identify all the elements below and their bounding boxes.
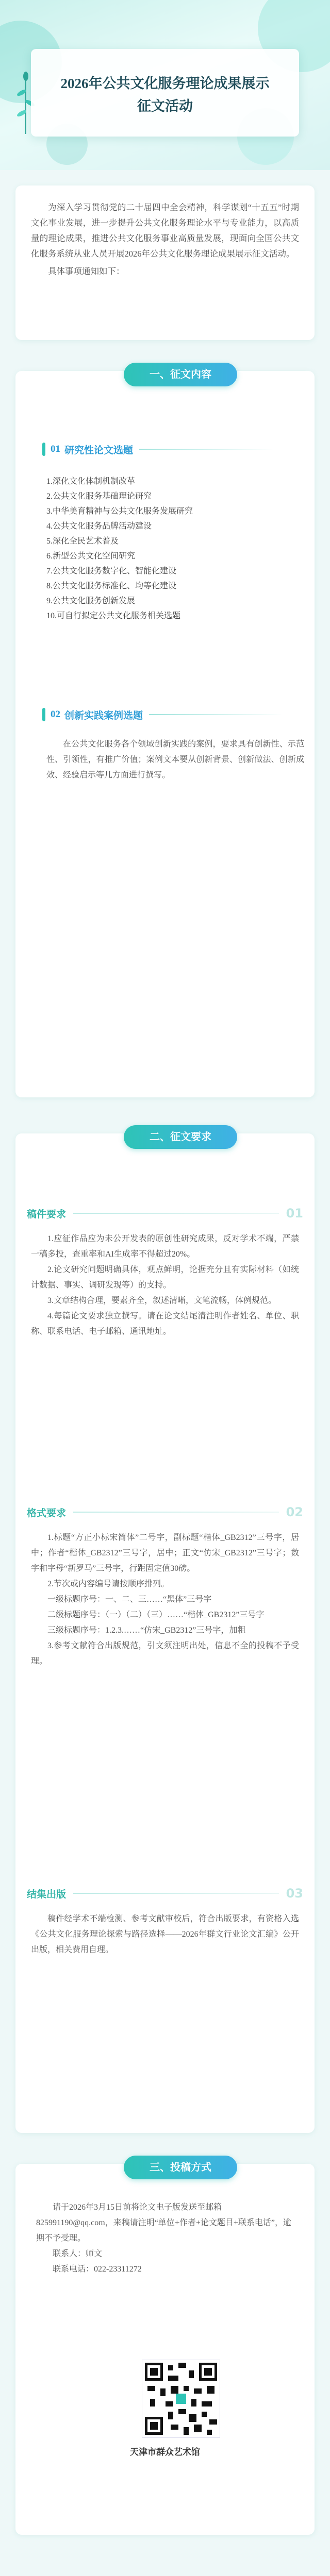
- divider: [73, 1893, 279, 1894]
- format-item: 2.节次或内容编号请按顺序排列。: [47, 1580, 170, 1588]
- intro-section: [15, 185, 315, 340]
- divider: [149, 714, 283, 715]
- submission-section: [15, 2164, 315, 2535]
- format-item: 3.参考文献符合出版规范，引文须注明出处，信息不全的投稿不予受理。: [31, 1641, 299, 1666]
- subheading-label: 创新实践案例选题: [64, 710, 143, 721]
- topic-item: 4.公共文化服务品牌活动建设: [46, 522, 152, 531]
- requirement-tag: 稿件要求: [27, 1209, 67, 1220]
- requirement-block-manuscript: [27, 1206, 303, 1340]
- requirement-tag: 格式要求: [27, 1507, 67, 1519]
- topic-item: 2.公共文化服务基础理论研究: [46, 492, 152, 501]
- section-heading-requirements: 二、征文要求: [124, 1125, 237, 1149]
- intro-notice: 具体事项通知如下：: [48, 266, 125, 276]
- format-item: 一级标题序号：一、二、三……“黑体”三号字: [47, 1595, 212, 1604]
- page-title: [31, 72, 299, 117]
- format-item: 1.标题“方正小标宋简体”二号字，副标题“楷体_GB2312”三号字，居中；作者“楷体_GB2312”三号字，居中；正文“仿宋_GB2312”三号字；数字和字母“新罗马”三号字，行距固定值30磅。: [31, 1533, 299, 1573]
- topic-item: 6.新型公共文化空间研究: [46, 552, 136, 561]
- requirement-number: 02: [286, 1505, 303, 1519]
- content-section: [15, 371, 315, 1097]
- publication-text: 稿件经学术不端检测、参考文献审校后，符合出版要求，有资格入选《公共文化服务理论探索与路径选择——2026年群文行业论文汇编》公开出版，相关费用自理。: [31, 1914, 299, 1954]
- requirement-header: [27, 1886, 303, 1901]
- subheading-research: [42, 440, 273, 458]
- topic-list: [46, 474, 315, 623]
- topic-item: 5.深化全民艺术普及: [46, 537, 119, 546]
- requirement-block-format: [27, 1504, 303, 1669]
- topic-item: 9.公共文化服务创新发展: [46, 597, 136, 605]
- divider: [73, 1512, 279, 1513]
- title-line-1: 2026年公共文化服务理论成果展示: [60, 76, 270, 91]
- requirement-number: 03: [286, 1886, 303, 1901]
- topic-item: 8.公共文化服务标准化、均等化建设: [46, 582, 177, 590]
- subheading-label: 研究性论文选题: [64, 445, 134, 456]
- topic-item: 1.深化文化体制机制改革: [46, 477, 136, 486]
- requirement-item: 1.应征作品应为未公开发表的原创性研究成果，反对学术不端，严禁一稿多投，查重率和AI生成率不得超过20%。: [31, 1234, 299, 1259]
- hero-banner: [0, 0, 330, 170]
- organization-name: 天津市群众艺术馆: [130, 2447, 200, 2457]
- contact-name: 联系人：师文: [53, 2249, 103, 2258]
- requirement-header: [27, 1504, 303, 1520]
- submission-text: 请于2026年3月15日前将论文电子版发送至邮箱825991190@qq.com，来稿请注明“单位+作者+论文题目+联系电话”，逾期不予受理。: [36, 2203, 291, 2243]
- case-description: 在公共文化服务各个领域创新实践的案例，要求具有创新性、示范性、引领性，有推广价值；案例文本要从创新背景、创新做法、创新成效、经验启示等几方面进行撰写。: [46, 740, 304, 779]
- qr-code-icon: [142, 2360, 220, 2438]
- contact-phone: 联系电话：022-23311272: [53, 2265, 142, 2274]
- topic-item: 7.公共文化服务数字化、智能化建设: [46, 567, 177, 575]
- divider: [139, 449, 273, 450]
- requirement-tag: 结集出版: [27, 1889, 67, 1900]
- format-item: 二级标题序号：（一）（二）（三）……“楷体_GB2312”三号字: [47, 1611, 265, 1619]
- section-heading-submission: 三、投稿方式: [124, 2156, 237, 2179]
- divider: [73, 1213, 279, 1214]
- topic-item: 3.中华美育精神与公共文化服务发展研究: [46, 507, 193, 516]
- subheading-cases: [42, 706, 283, 723]
- section-heading-content: 一、征文内容: [124, 363, 237, 386]
- intro-paragraph: 为深入学习贯彻党的二十届四中全会精神，科学谋划“十五五”时期文化事业发展，进一步提升公共文化服务理论水平与专业能力，以高质量的理论成果，推进公共文化服务事业高质量发展，现面向全国公共文化服务系统从业人员开展2026年公共文化服务理论成果展示征文活动。: [31, 202, 299, 259]
- accent-bar: [42, 708, 45, 721]
- requirement-item: 4.每篇论文要求独立撰写。请在论文结尾清注明作者姓名、单位、职称、联系电话、电子邮箱、通讯地址。: [31, 1312, 299, 1336]
- topic-item: 10.可自行拟定公共文化服务相关选题: [46, 612, 181, 620]
- requirement-item: 2.论文研究问题明确具体，观点鲜明，论据充分且有实际材料（如统计数据、事实、调研发现等）的支持。: [31, 1265, 299, 1290]
- subheading-number: 02: [51, 709, 60, 720]
- requirement-number: 01: [286, 1206, 303, 1221]
- accent-bar: [42, 443, 45, 456]
- title-line-2: 征文活动: [137, 98, 193, 114]
- format-item: 三级标题序号：1.2.3.……“仿宋_GB2312”三号字，加粗: [47, 1626, 246, 1635]
- requirement-item: 3.文章结构合理，要素齐全，叙述清晰，文笔流畅，体例规范。: [47, 1296, 277, 1305]
- subheading-number: 01: [51, 444, 60, 454]
- requirement-block-publication: [27, 1886, 303, 1958]
- requirements-section: [15, 1133, 315, 2133]
- requirement-header: [27, 1206, 303, 1221]
